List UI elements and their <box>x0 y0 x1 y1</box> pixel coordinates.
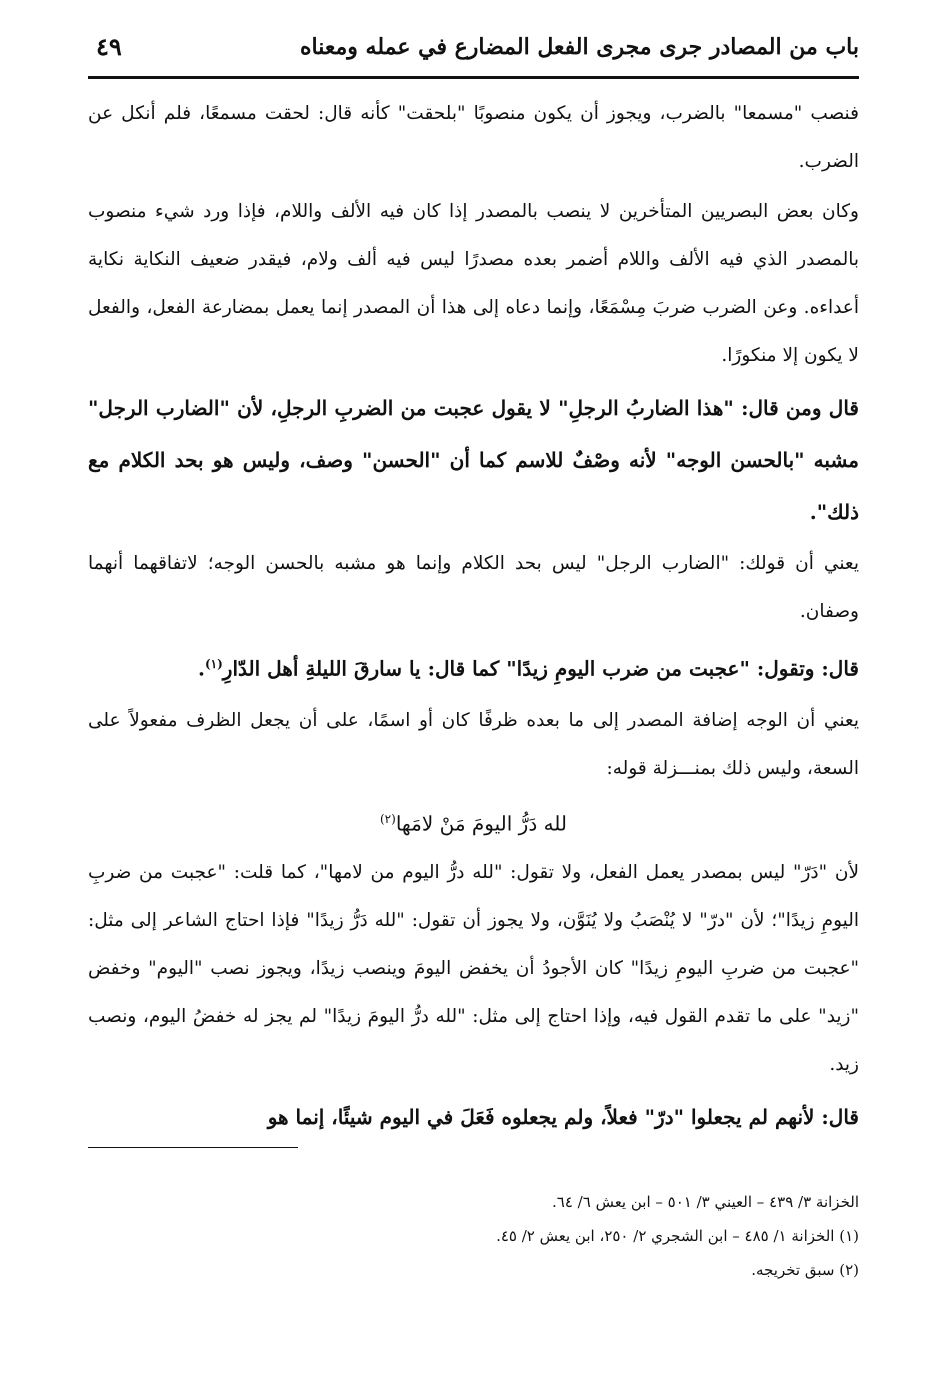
paragraph-3: يعني أن قولك: "الضارب الرجل" ليس بحد الكلام وإنما هو مشبه بالحسن الوجه؛ لاتفاقهما أنهما وصفان. <box>88 553 859 622</box>
footnote-ref-1: (١) <box>204 657 223 671</box>
quote-paragraph-3: قال: لأنهم لم يجعلوا "درّ" فعلاً، ولم يجعلوه فَعَلَ في اليوم شيئًا، إنما هو <box>267 1105 859 1130</box>
paragraph-4: يعني أن الوجه إضافة المصدر إلى ما بعده ظرفًا كان أو اسمًا، على أن يجعل الظرف مفعولاً على السعة، وليس ذلك بمنـــزلة قوله: <box>88 709 859 779</box>
quote-paragraph-2: قال: وتقول: "عجبت من ضرب اليومِ زيدًا" كما قال: يا سارقَ الليلةِ أهل الدّارِ$^{(١)}$. <box>198 656 859 681</box>
footnotes <box>88 1185 859 1287</box>
page-number: ٤٩ <box>96 32 122 61</box>
verse-text: لله دَرُّ اليومَ مَنْ لامَها <box>395 811 568 836</box>
footnote-line: (٢) سبق تخريجه. <box>751 1261 859 1279</box>
header-rule <box>88 76 859 79</box>
verse-line <box>88 793 859 850</box>
paragraph-1: فنصب "مسمعا" بالضرب، ويجوز أن يكون منصوبًا "بلحقت" كأنه قال: لحقت مسمعًا، فلم أنكل عن الضرب. <box>88 103 859 172</box>
footnote-ref-2: (٢) <box>379 811 396 826</box>
page-header <box>88 28 859 68</box>
quote-paragraph-1: قال ومن قال: "هذا الضاربُ الرجلِ" لا يقول عجبت من الضربِ الرجلِ، لأن "الضارب الرجل" مشبه "بالحسن الوجه" لأنه وصْفٌ للاسم كما أن "الحسن" وصف، وليس هو بحد الكلام مع ذلك". <box>88 396 859 524</box>
footnote-line: الخزانة ٣/ ٤٣٩ – العيني ٣/ ٥٠١ – ابن يعش ٦/ ٦٤. <box>552 1193 859 1211</box>
quote-paragraph-2-text: قال: وتقول: "عجبت من ضرب اليومِ زيدًا" كما قال: يا سارقَ الليلةِ أهل الدّارِ <box>222 656 859 681</box>
paragraph-2: وكان بعض البصريين المتأخرين لا ينصب بالمصدر إذا كان فيه الألف واللام، فإذا ورد شيء منصوب بالمصدر الذي فيه الألف واللام أضمر بعده مصدرًا ليس فيه ألف ولام، فيقدر ضعيف النكاية نكاية أعداءه. وعن الضرب ضربَ مِسْمَعًا، وإنما دعاه إلى هذا أن المصدر إنما يعمل بمضارعة الفعل، والفعل لا يكون إلا منكورًا. <box>88 201 859 366</box>
footnote-rule <box>88 1147 298 1148</box>
running-title: باب من المصادر جرى مجرى الفعل المضارع في عمله ومعناه <box>300 34 859 60</box>
page-body <box>88 90 859 1143</box>
footnote-line: (١) الخزانة ١/ ٤٨٥ – ابن الشجري ٢/ ٢٥٠، ابن يعش ٢/ ٤٥. <box>496 1227 859 1245</box>
paragraph-5: لأن "دَرّ" ليس بمصدر يعمل الفعل، ولا تقول: "لله درُّ اليوم من لامها"، كما قلت: "عجبت من ضربِ اليومِ زيدًا"؛ لأن "درّ" لا يُنْصَبُ ولا يُنَوَّن، ولا يجوز أن تقول: "لله دَرُّ زيدًا" فإذا احتاج الشاعر إلى مثل: "عجبت من ضربِ اليومِ زيدًا" كان الأجودُ أن يخفض اليومَ وينصب زيدًا، ويجوز نصب "اليوم" وخفض "زيد" على ما تقدم القول فيه، وإذا احتاج إلى مثل: "لله درُّ اليومَ زيدًا" لم يجز له خفضُ اليوم، ونصب زيد. <box>88 862 859 1076</box>
